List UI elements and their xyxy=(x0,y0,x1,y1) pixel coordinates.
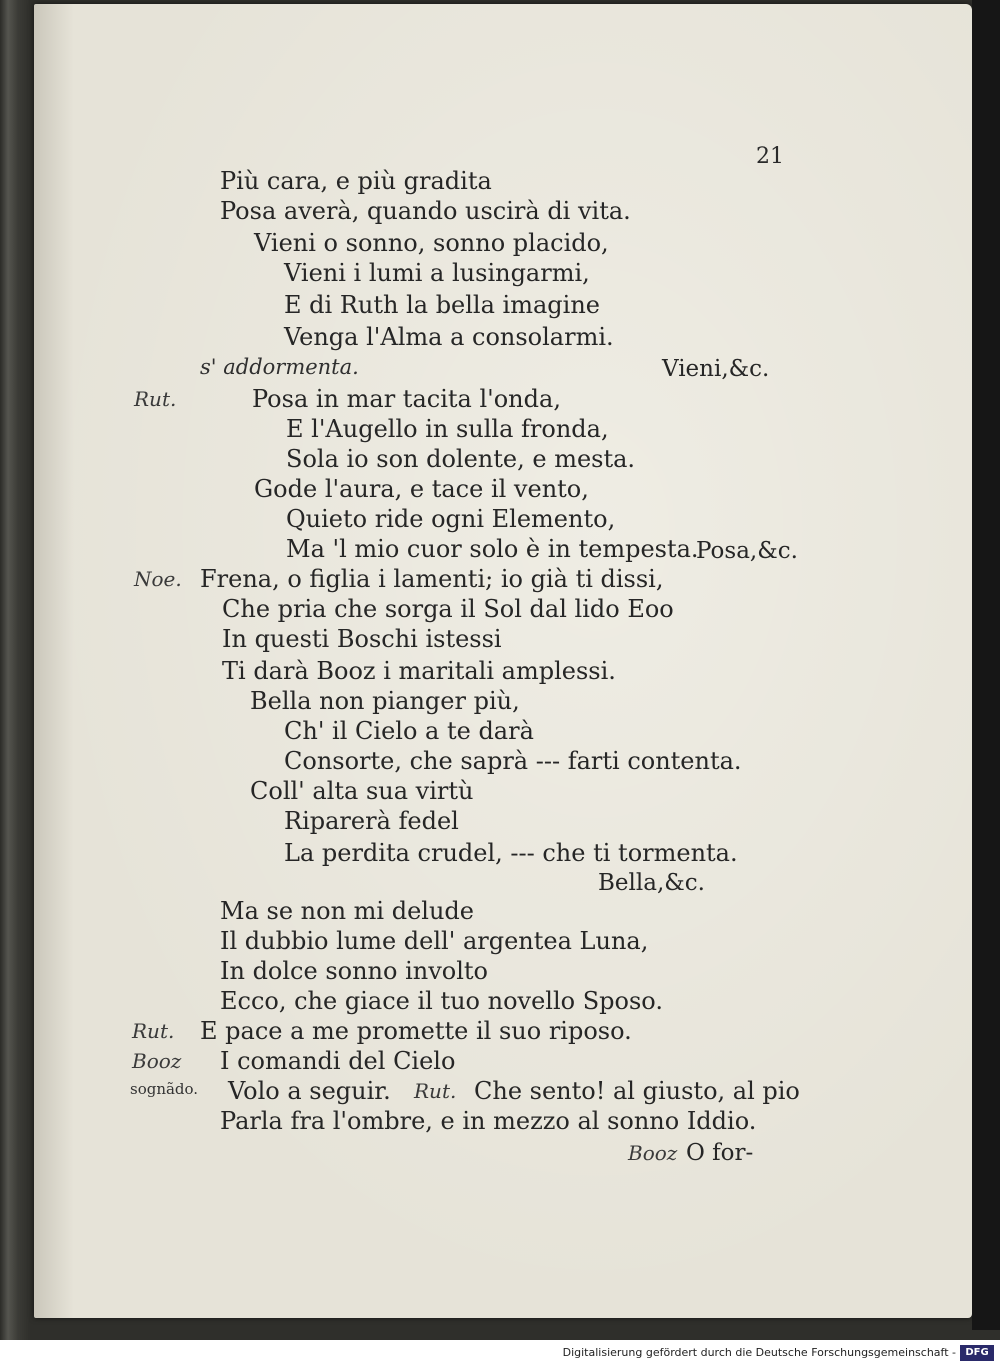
stage-direction: s' addormenta. xyxy=(200,355,359,379)
speaker-label-rut-inline: Rut. xyxy=(414,1079,457,1103)
verse-line: E l'Augello in sulla fronda, xyxy=(286,415,609,443)
verse-line: Frena, o figlia i lamenti; io già ti dissi, xyxy=(200,565,664,593)
speaker-label-rut: Rut. xyxy=(132,1019,175,1043)
verse-line: Ma se non mi delude xyxy=(220,897,474,925)
footer-credit: Digitalisierung gefördert durch die Deutsche Forschungsgemeinschaft - xyxy=(562,1346,956,1359)
speaker-label-rut: Rut. xyxy=(134,387,177,411)
verse-line: Vieni i lumi a lusingarmi, xyxy=(284,259,590,287)
verse-line: Posa in mar tacita l'onda, xyxy=(252,385,561,413)
verse-line: Vieni o sonno, sonno placido, xyxy=(254,229,609,257)
verse-line: Volo a seguir. xyxy=(228,1077,391,1105)
verse-line: Ti darà Booz i maritali amplessi. xyxy=(222,657,616,685)
verse-line: La perdita crudel, --- che ti tormenta. xyxy=(284,839,738,867)
repeat-cue-vieni: Vieni,&c. xyxy=(662,356,770,382)
verse-line: Più cara, e più gradita xyxy=(220,167,492,195)
verse-line: Gode l'aura, e tace il vento, xyxy=(254,475,589,503)
dfg-logo-icon: DFG xyxy=(960,1345,994,1361)
speaker-label-booz: Booz xyxy=(132,1049,182,1073)
verse-line: Il dubbio lume dell' argentea Luna, xyxy=(220,927,649,955)
verse-line: Quieto ride ogni Elemento, xyxy=(286,505,616,533)
catchword-text: O for- xyxy=(686,1140,754,1166)
verse-line: Sola io son dolente, e mesta. xyxy=(286,445,636,473)
verse-line: Ch' il Cielo a te darà xyxy=(284,717,534,745)
repeat-cue-posa: Posa,&c. xyxy=(696,538,798,564)
verse-line: E pace a me promette il suo riposo. xyxy=(200,1017,632,1045)
verse-line: Che pria che sorga il Sol dal lido Eoo xyxy=(222,595,674,623)
speaker-label-noe: Noe. xyxy=(134,567,182,591)
verse-line: Venga l'Alma a consolarmi. xyxy=(284,323,614,351)
verse-line: Ma 'l mio cuor solo è in tempesta. xyxy=(286,535,699,563)
footer-bar xyxy=(0,1340,1000,1368)
verse-line: Posa averà, quando uscirà di vita. xyxy=(220,197,631,225)
verse-line: I comandi del Cielo xyxy=(220,1047,456,1075)
repeat-cue-bella: Bella,&c. xyxy=(598,870,705,896)
verse-line: In questi Boschi istessi xyxy=(222,625,502,653)
catchword-speaker: Booz xyxy=(628,1141,678,1165)
side-note: sognãdo. xyxy=(130,1080,199,1098)
verse-line: Coll' alta sua virtù xyxy=(250,777,474,805)
page-edge-shadow xyxy=(972,0,1000,1330)
verse-line: Parla fra l'ombre, e in mezzo al sonno Iddio. xyxy=(220,1107,757,1135)
verse-line: Che sento! al giusto, al pio xyxy=(474,1077,800,1105)
page-number: 21 xyxy=(756,144,784,169)
verse-line: Consorte, che saprà --- farti contenta. xyxy=(284,747,742,775)
verse-line: Ecco, che giace il tuo novello Sposo. xyxy=(220,987,663,1015)
verse-line: In dolce sonno involto xyxy=(220,957,488,985)
verse-line: Riparerà fedel xyxy=(284,807,459,835)
verse-line: E di Ruth la bella imagine xyxy=(284,291,600,319)
verse-line: Bella non pianger più, xyxy=(250,687,520,715)
